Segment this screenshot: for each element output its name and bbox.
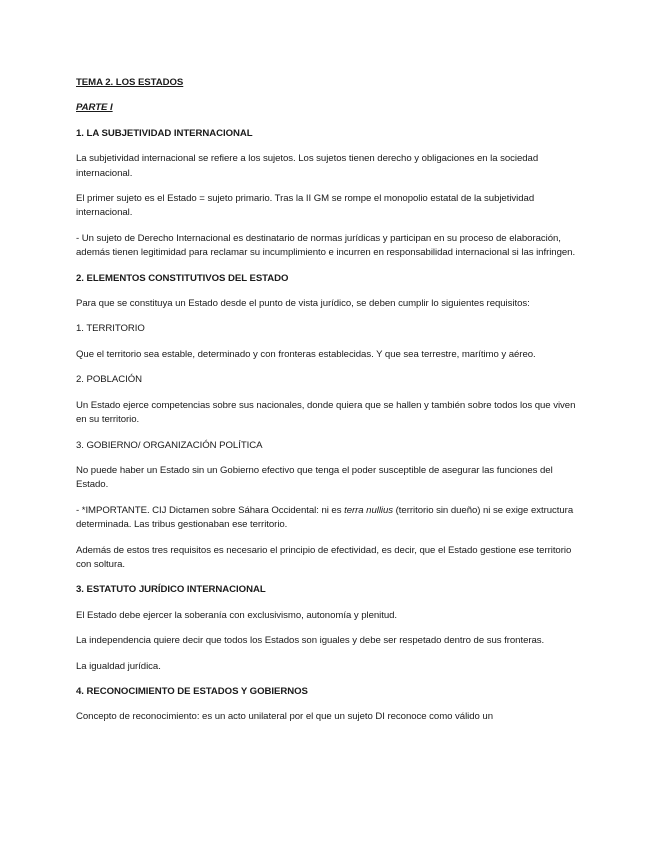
part-title: PARTE I xyxy=(76,102,113,114)
paragraph: Para que se constituya un Estado desde el punto de vista jurídico, se deben cumplir lo siguientes requisitos: xyxy=(76,298,530,310)
paragraph: La igualdad jurídica. xyxy=(76,660,161,672)
paragraph: - Un sujeto de Derecho Internacional es destinatario de normas jurídicas y participan en su proceso de elaboración, además tienen legitimidad para reclamar su incumplimiento e incurren en responsabilidad internacional si las infringen. xyxy=(76,232,576,259)
document-page xyxy=(76,76,576,736)
section-heading-estatuto: 3. ESTATUTO JURÍDICO INTERNACIONAL xyxy=(76,584,266,596)
paragraph: El primer sujeto es el Estado = sujeto primario. Tras la II GM se rompe el monopolio estatal de la subjetividad internacional. xyxy=(76,193,535,219)
paragraph: La subjetividad internacional se refiere a los sujetos. Los sujetos tienen derecho y obligaciones en la sociedad internacional. xyxy=(76,153,539,179)
paragraph: Un Estado ejerce competencias sobre sus nacionales, donde quiera que se hallen y también sobre todos los que viven en su territorio. xyxy=(76,399,576,426)
subsection-title-territorio: 1. TERRITORIO xyxy=(76,323,145,335)
section-heading-subjetividad: 1. LA SUBJETIVIDAD INTERNACIONAL xyxy=(76,127,253,139)
subsection-title-poblacion: 2. POBLACIÓN xyxy=(76,374,143,386)
paragraph: Concepto de reconocimiento: es un acto unilateral por el que un sujeto DI reconoce como válido un xyxy=(76,711,493,723)
section-heading-elementos: 2. ELEMENTOS CONSTITUTIVOS DEL ESTADO xyxy=(76,272,289,284)
paragraph: Que el territorio sea estable, determinado y con fronteras establecidas. Y que sea terrestre, marítimo y aéreo. xyxy=(76,348,536,360)
paragraph: Además de estos tres requisitos es necesario el principio de efectividad, es decir, que el Estado gestione ese territorio con soltura. xyxy=(76,544,572,570)
section-heading-reconocimiento: 4. RECONOCIMIENTO DE ESTADOS Y GOBIERNOS xyxy=(76,685,308,697)
important-note xyxy=(76,504,576,533)
paragraph: El Estado debe ejercer la soberanía con exclusivismo, autonomía y plenitud. xyxy=(76,609,398,621)
paragraph: No puede haber un Estado sin un Gobierno efectivo que tenga el poder susceptible de asegurar las funciones del Estado. xyxy=(76,464,553,491)
important-note-text: (territorio sin dueño) ni se exige extructura determinada. Las tribus gestionaban ese territorio. xyxy=(76,504,574,531)
document-title: TEMA 2. LOS ESTADOS xyxy=(76,77,184,88)
important-note-text: - *IMPORTANTE. CIJ Dictamen sobre Sáhara Occidental: ni es xyxy=(76,504,345,516)
paragraph: La independencia quiere decir que todos los Estados son iguales y debe ser respetado dentro de sus fronteras. xyxy=(76,635,545,647)
subsection-title-gobierno: 3. GOBIERNO/ ORGANIZACIÓN POLÍTICA xyxy=(76,439,263,451)
latin-term: terra nullius xyxy=(344,504,394,516)
